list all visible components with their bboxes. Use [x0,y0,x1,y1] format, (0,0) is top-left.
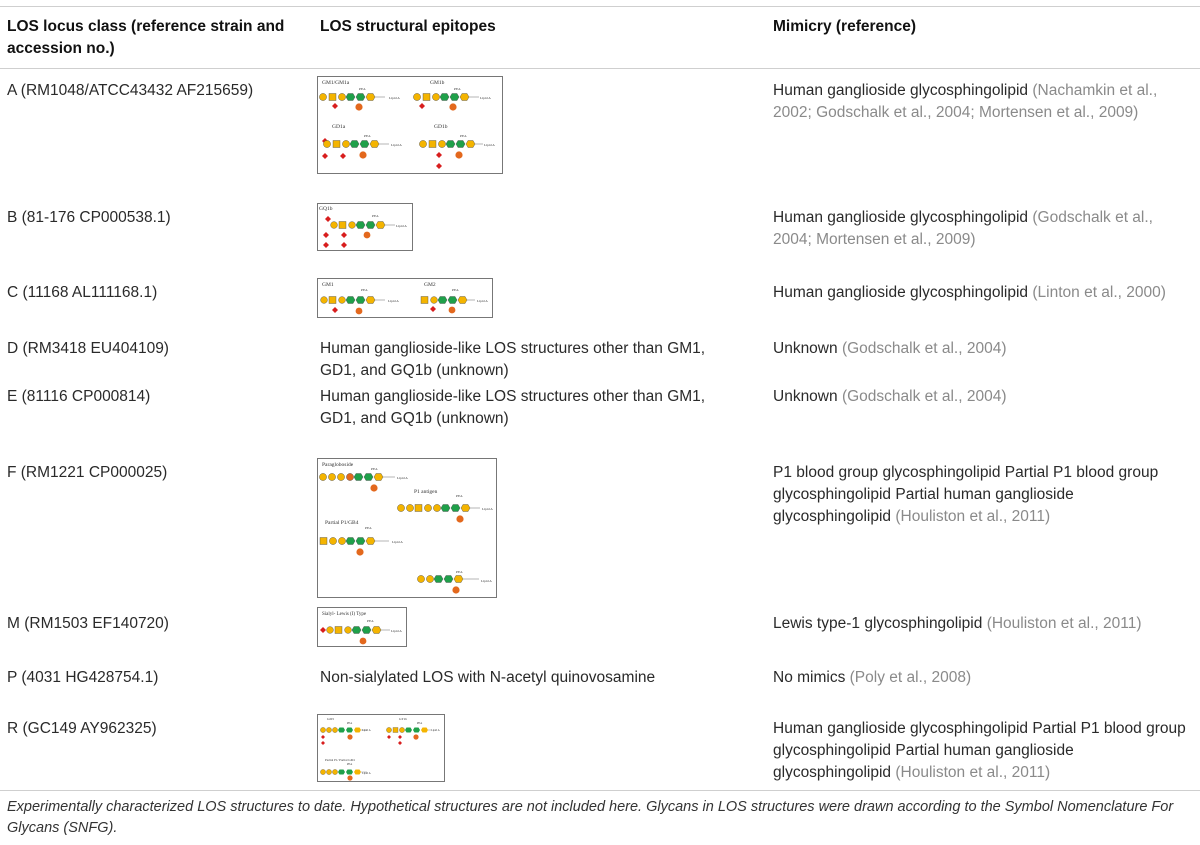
row-r-structure-figure [317,714,445,782]
figure-label: PEA [372,214,379,218]
row-a-locus: A (RM1048/ATCC43432 AF215659) [7,82,254,99]
row-f-mimicry: P1 blood group glycosphingolipid Partial P1 blood group glycosphingolipid Partial human ganglioside glycosphingolipid (Houliston et al., 2011) [773,464,1159,525]
figure-label: GM1b [430,80,445,86]
row-e-epitope: Human ganglioside-like LOS structures other than GM1, GD1, and GQ1b (unknown) [320,388,706,427]
row-f-structure-figure [317,458,497,598]
figure-label: Lipid A [388,299,399,303]
figure-label: Lipid A [397,476,408,480]
row-a-structure-figure [317,76,503,174]
row-f-reference: (Houliston et al., 2011) [895,508,1051,525]
table-bottom-rule [0,790,1200,791]
column-header-mimicry: Mimicry (reference) [773,18,917,35]
row-m-mimicry: Lewis type-1 glycosphingolipid (Houliston et al., 2011) [773,615,1142,632]
figure-label: Lipid A [477,299,488,303]
figure-label: P1 antigen [414,489,438,495]
row-c-locus: C (11168 AL111168.1) [7,284,158,301]
row-r-mimicry: Human ganglioside glycosphingolipid Partial P1 blood group glycosphingolipid Partial human ganglioside glycosphingolipid (Houliston et al., 2011) [773,720,1186,781]
row-f-locus: F (RM1221 CP000025) [7,464,168,481]
row-p-mimicry: No mimics (Poly et al., 2008) [773,669,972,686]
row-a-mimicry: Human ganglioside glycosphingolipid (Nachamkin et al., 2002; Godschalk et al., 2004; Mortensen et al., 2009) [773,82,1158,121]
figure-label: PEA [456,494,463,498]
row-b-mimicry: Human ganglioside glycosphingolipid (Godschalk et al., 2004; Mortensen et al., 2009) [773,209,1153,248]
row-e-reference: (Godschalk et al., 2004) [841,388,1007,405]
figure-label: PEA [359,87,366,91]
figure-label: Lipid A [391,143,402,147]
figure-label: PEA [365,526,372,530]
figure-label: Lipid A [481,579,492,583]
figure-label: PEA [456,570,463,574]
figure-label: Sialyl- Lewis (I) Type [322,612,367,617]
row-d-locus: D (RM3418 EU404109) [7,340,169,357]
figure-label: Lipid A [389,96,400,100]
row-c-reference: (Linton et al., 2000) [1032,284,1166,301]
row-e-locus: E (81116 CP000814) [7,388,151,405]
figure-label: GD1a [332,124,346,130]
figure-label: PEA [460,134,467,138]
row-r-reference: (Houliston et al., 2011) [895,764,1051,781]
figure-label: Partial P1/ Partial GM1 [325,758,356,762]
figure-label: PEA [417,722,423,725]
figure-label: Lipid A [392,540,403,544]
figure-label: PEA [361,288,368,292]
figure-label: PEA [364,134,371,138]
row-m-locus: M (RM1503 EF140720) [7,615,169,632]
figure-label: Lipid A [362,729,371,732]
figure-label: GM2 [424,282,436,288]
row-a-reference: (Nachamkin et al., 2002; Godschalk et al., 2004; Mortensen et al., 2009) [773,82,1158,121]
figure-label: Lipid A [480,96,491,100]
row-c-structure-figure [317,278,493,318]
row-m-reference: (Houliston et al., 2011) [986,615,1142,632]
figure-label: PEA [371,467,378,471]
table-top-rule [0,6,1200,7]
row-b-structure-figure [317,203,413,251]
row-b-reference: (Godschalk et al., 2004; Mortensen et al., 2009) [773,209,1153,248]
figure-label: PEA [367,619,374,623]
figure-label: GQ1b [319,206,333,212]
figure-label: GT1b [399,717,408,721]
table-footnote: Experimentally characterized LOS structures to date. Hypothetical structures are not included here. Glycans in LOS structures were drawn according to the Symbol Nomenclature For Glycans (SNFG). [7,799,1174,836]
row-e-mimicry: Unknown (Godschalk et al., 2004) [773,388,1007,405]
figure-label: GD1b [434,124,448,130]
figure-label: PEA [347,722,353,725]
figure-label: GM1/GM1a [322,80,350,86]
figure-label: GM1 [322,282,334,288]
figure-label: PEA [454,87,461,91]
figure-label: Lipid A [431,729,440,732]
column-header-locus: LOS locus class (reference strain and accession no.) [7,18,285,57]
column-header-epitopes: LOS structural epitopes [320,18,496,35]
row-d-reference: (Godschalk et al., 2004) [841,340,1007,357]
table-header-rule [0,68,1200,69]
row-b-locus: B (81-176 CP000538.1) [7,209,171,226]
figure-label: Partial P1/GB4 [325,520,359,526]
figure-label: Lipid A [396,224,407,228]
figure-label: Lipid A [391,629,402,633]
figure-label: Lipid A [482,507,493,511]
row-r-locus: R (GC149 AY962325) [7,720,157,737]
figure-label: Paragloboside [322,462,354,468]
row-d-mimicry: Unknown (Godschalk et al., 2004) [773,340,1007,357]
row-d-epitope: Human ganglioside-like LOS structures other than GM1, GD1, and GQ1b (unknown) [320,340,706,379]
row-p-locus: P (4031 HG428754.1) [7,669,159,686]
figure-label: PEA [347,763,353,766]
figure-label: PEA [452,288,459,292]
figure-label: Lipid A [484,143,495,147]
row-p-reference: (Poly et al., 2008) [849,669,972,686]
figure-label: Lipid A [362,772,371,775]
row-c-mimicry: Human ganglioside glycosphingolipid (Linton et al., 2000) [773,284,1166,301]
figure-label: GD3 [327,717,334,721]
row-m-structure-figure [317,607,407,647]
row-p-epitope: Non-sialylated LOS with N-acetyl quinovosamine [320,669,656,686]
